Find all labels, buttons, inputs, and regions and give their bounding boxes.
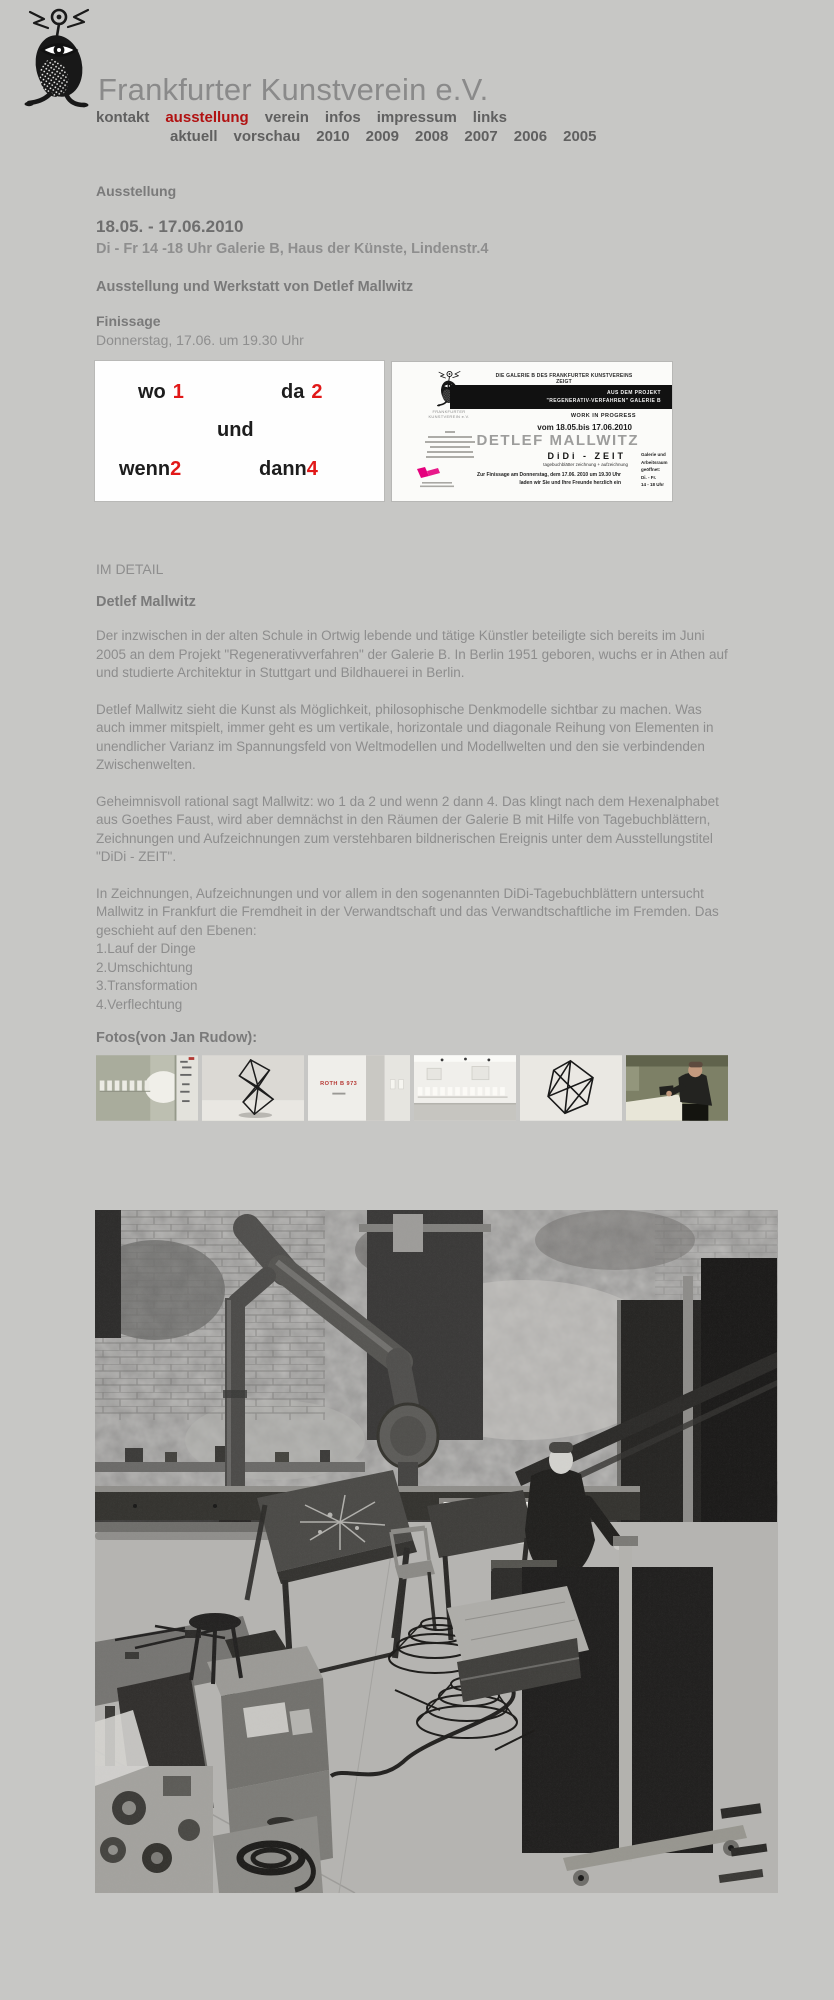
- workshop-studio-photo: [95, 1210, 778, 1893]
- flyer-invitation: Zur Finissage am Donnerstag, dem 17.06. 2010 um 19.30 Uhr laden wir Sie und Ihre Freunde herzlich ein: [477, 472, 621, 486]
- nav-item-links[interactable]: links: [472, 109, 507, 126]
- flyer-kulturbuero-logo: [414, 466, 458, 490]
- paragraph-bio: Der inzwischen in der alten Schule in Ortwig lebende und tätige Künstler beteiligte sich bereits im Juni 2005 an dem Projekt "Regenerativverfahren" der Galerie B. In Berlin 1951 geboren, wuchs er in Athen auf und studierte Architektur in Stuttgart und Bildhauerei in Berlin.: [96, 628, 728, 680]
- nav-item-infos[interactable]: infos: [324, 109, 361, 126]
- nav-item-kontakt[interactable]: kontakt: [96, 109, 150, 126]
- subnav-item-2005[interactable]: 2005: [563, 128, 597, 145]
- exhibition-venue: Di - Fr 14 -18 Uhr Galerie B, Haus der Künste, Lindenstr.4: [96, 241, 489, 257]
- section-label: Ausstellung: [96, 183, 177, 199]
- detail-label: IM DETAIL: [96, 561, 164, 577]
- list-item: 3.Transformation: [96, 978, 198, 993]
- flyer-address-lines: [424, 428, 476, 461]
- flyer-artist-name: DETLEF MALLWITZ: [476, 432, 639, 449]
- nav-item-verein[interactable]: verein: [264, 109, 309, 126]
- site-title: Frankfurter Kunstverein e.V.: [98, 72, 489, 107]
- list-item: 4.Verflechtung: [96, 996, 183, 1012]
- subnav-item-vorschau[interactable]: vorschau: [233, 128, 301, 145]
- flyer-date-line: vom 18.05.bis 17.06.2010: [537, 423, 632, 432]
- flyer-black-banner: AUS DEM PROJEKT "REGENERATIV-VERFAHREN" GALERIE B: [450, 385, 672, 409]
- artist-name: Detlef Mallwitz: [96, 594, 196, 610]
- svg-text:ROTH B 973: ROTH B 973: [320, 1081, 358, 1088]
- artwork-word-4: dann4: [259, 458, 318, 480]
- subnav-item-aktuell[interactable]: aktuell: [170, 128, 218, 145]
- artwork-word-3: wenn2: [119, 458, 182, 480]
- flyer-intro-line: DIE GALERIE B DES FRANKFURTER KUNSTVEREINS ZEIGT: [495, 373, 633, 385]
- list-item: 1.Lauf der Dinge: [96, 941, 196, 956]
- thumbnail-column-with-red-label[interactable]: [308, 1053, 410, 1123]
- subnav-item-2009[interactable]: 2009: [365, 128, 399, 145]
- list-item: 2.Umschichtung: [96, 959, 193, 975]
- artwork-word-1: wo 1: [138, 381, 184, 403]
- exhibition-dates: 18.05. - 17.06.2010: [96, 217, 244, 236]
- flyer-org-name: FRANKFURTER KUNSTVEREIN e.V.: [428, 409, 470, 419]
- flyer-subtitle: tagebuchblätter zeichnung + aufzeichnung: [543, 462, 628, 467]
- paragraph-quote: Geheimnisvoll rational sagt Mallwitz: wo 1 da 2 und wenn 2 dann 4. Das klingt nach dem Hexenalphabet aus Goethes Faust, wird aber demnächst in den Räumen der Galerie B mit Hilfe von Tagebuchblättern, Zeichnungen und Aufzeichnungen zum verstehbaren bildnerischen Ereignis unter dem Ausstellungstitel "DiDi - ZEIT".: [96, 793, 719, 864]
- thumbnail-wire-sculpture-tall[interactable]: [202, 1053, 304, 1123]
- exhibition-flyer-image[interactable]: [392, 362, 672, 501]
- finissage-date: Donnerstag, 17.06. um 19.30 Uhr: [96, 332, 304, 348]
- artwork-word-2: da 2: [281, 381, 323, 403]
- artwork-word-middle: und: [217, 419, 254, 441]
- main-nav: [96, 109, 523, 127]
- sub-nav: [170, 128, 612, 146]
- flyer-opening-hours: Galerie und Arbeitsraum geöffnet: Di. - Fr. 14 - 18 Uhr: [641, 452, 668, 487]
- photo-thumbnail-strip: [96, 1053, 728, 1123]
- paragraph-concept: Detlef Mallwitz sieht die Kunst als Möglichkeit, philosophische Denkmodelle sichtbar zu machen. Was auch immer mitspielt, immer geht es um vertikale, horizontale und diagonale Reihung von Elementen in unendlicher Varianz im Spannungsfeld von Weltmodellen und Modellwelten und den sie verbindenden Zwischenwelten.: [96, 701, 714, 772]
- subnav-item-2007[interactable]: 2007: [464, 128, 498, 145]
- nav-item-ausstellung[interactable]: ausstellung: [165, 109, 249, 126]
- thumbnail-wire-sculpture[interactable]: [520, 1053, 622, 1123]
- thumbnail-visitor-at-work-table[interactable]: [626, 1053, 728, 1123]
- nav-item-impressum[interactable]: impressum: [376, 109, 457, 126]
- paragraph-levels: In Zeichnungen, Aufzeichnungen und vor allem in den sogenannten DiDi-Tagebuchblättern untersucht Mallwitz in Frankfurt die Fremdheit in der Verwandtschaft und das Verwandtschaftliche im Fremden. Das geschieht auf den Ebenen:: [96, 885, 719, 938]
- levels-list: [96, 940, 728, 1014]
- exhibition-title: Ausstellung und Werkstatt von Detlef Mallwitz: [96, 279, 414, 295]
- kunstverein-creature-logo[interactable]: [22, 6, 96, 108]
- artwork-image-wo-da-und[interactable]: [95, 361, 384, 501]
- flyer-progress-line: WORK IN PROGRESS: [570, 413, 636, 419]
- subnav-item-2008[interactable]: 2008: [414, 128, 449, 145]
- subnav-item-2010[interactable]: 2010: [316, 128, 350, 145]
- exhibition-date-block: [96, 217, 488, 257]
- subnav-item-2006[interactable]: 2006: [513, 128, 548, 145]
- photos-label: Fotos(von Jan Rudow):: [96, 1030, 258, 1046]
- thumbnail-gallery-room[interactable]: [414, 1053, 516, 1123]
- thumbnail-gallery-wall-installation[interactable]: [96, 1053, 198, 1123]
- finissage-label: Finissage: [96, 313, 161, 329]
- detail-section: [96, 561, 728, 1123]
- finissage-block: [96, 313, 304, 348]
- flyer-exhibition-title: DiDi - ZEIT: [547, 451, 626, 461]
